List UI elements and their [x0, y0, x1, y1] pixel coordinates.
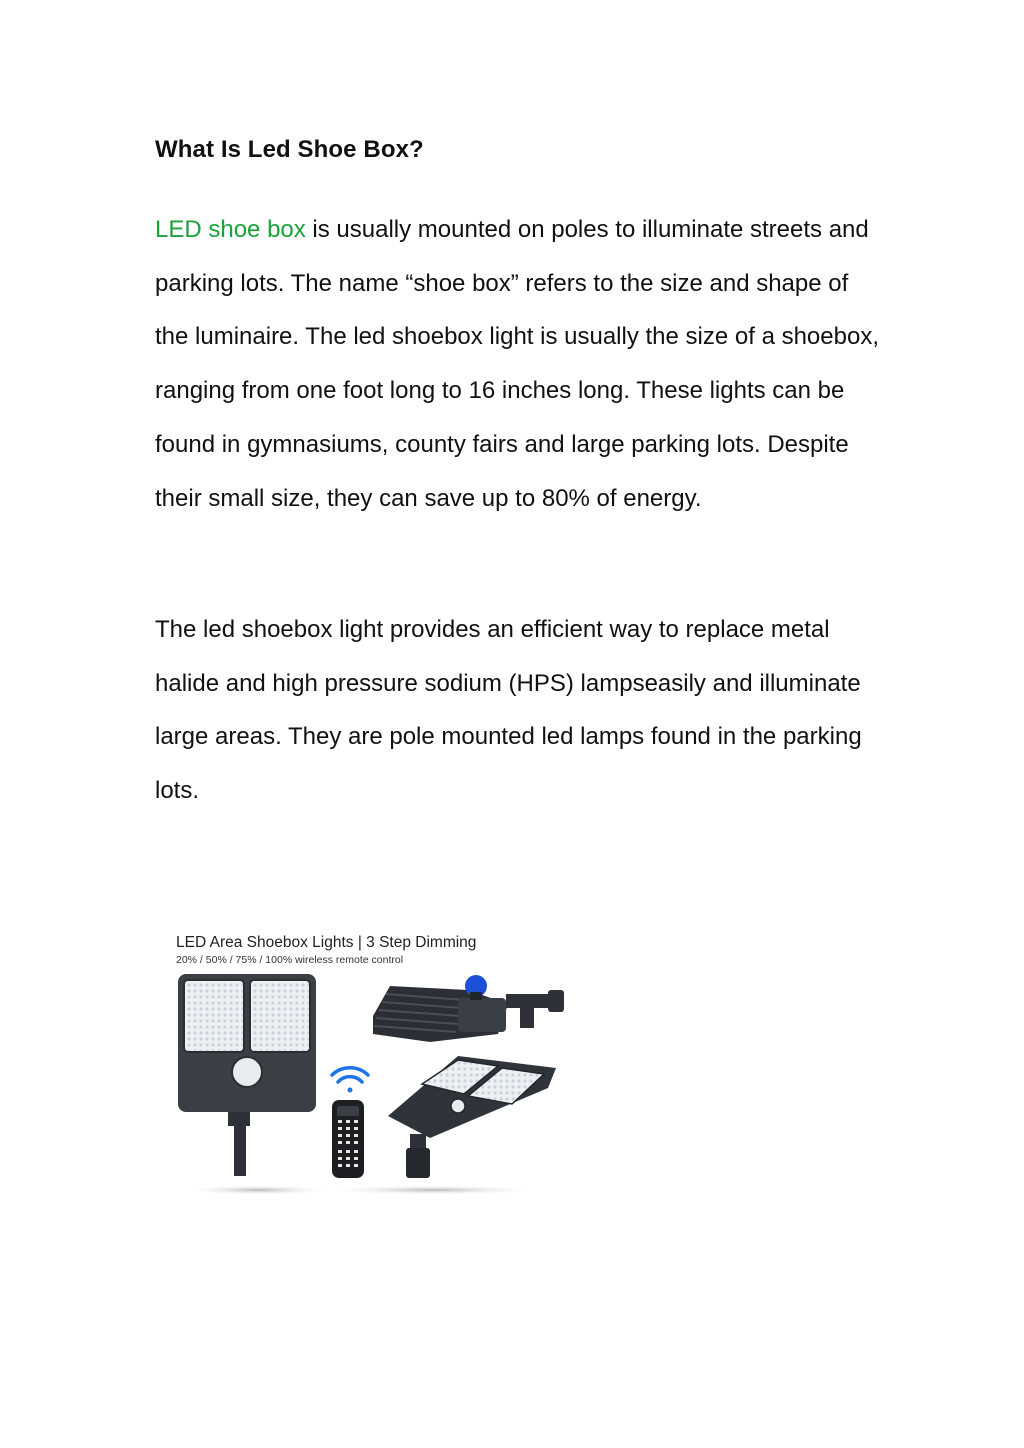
- wifi-icon: [332, 1068, 368, 1093]
- figure-subtitle: 20% / 50% / 75% / 100% wireless remote control: [176, 954, 404, 966]
- shoebox-front-view: [178, 974, 316, 1176]
- fixture-shadow: [323, 1185, 543, 1195]
- shoebox-lights-illustration: [168, 928, 588, 1203]
- shoebox-back-view: [373, 975, 564, 1042]
- fixture-shadow: [183, 1185, 333, 1195]
- product-image: [168, 928, 588, 1203]
- figure-title: LED Area Shoebox Lights | 3 Step Dimming: [176, 934, 477, 951]
- paragraph-replacement: The led shoebox light provides an efficient way to replace metal halide and high pressure sodium (HPS) lampseasily and illuminate large areas. They are pole mounted led lamps found in the parking lots.: [155, 616, 862, 805]
- shoebox-angled-view: [388, 1056, 556, 1178]
- paragraph-intro: [155, 203, 885, 525]
- paragraph-intro-text: is usually mounted on poles to illuminate streets and parking lots. The name “shoe box” refers to the size and shape of the luminaire. The led shoebox light is usually the size of a shoebox, ranging from one foot long to 16 inches long. These lights can be found in gymnasiums, county fairs and large parking lots. Despite their small size, they can save up to 80% of energy.: [155, 216, 879, 512]
- remote-control: [332, 1100, 364, 1178]
- shoe-box-link[interactable]: LED shoe box: [155, 216, 306, 243]
- article-heading: What Is Led Shoe Box?: [155, 136, 424, 163]
